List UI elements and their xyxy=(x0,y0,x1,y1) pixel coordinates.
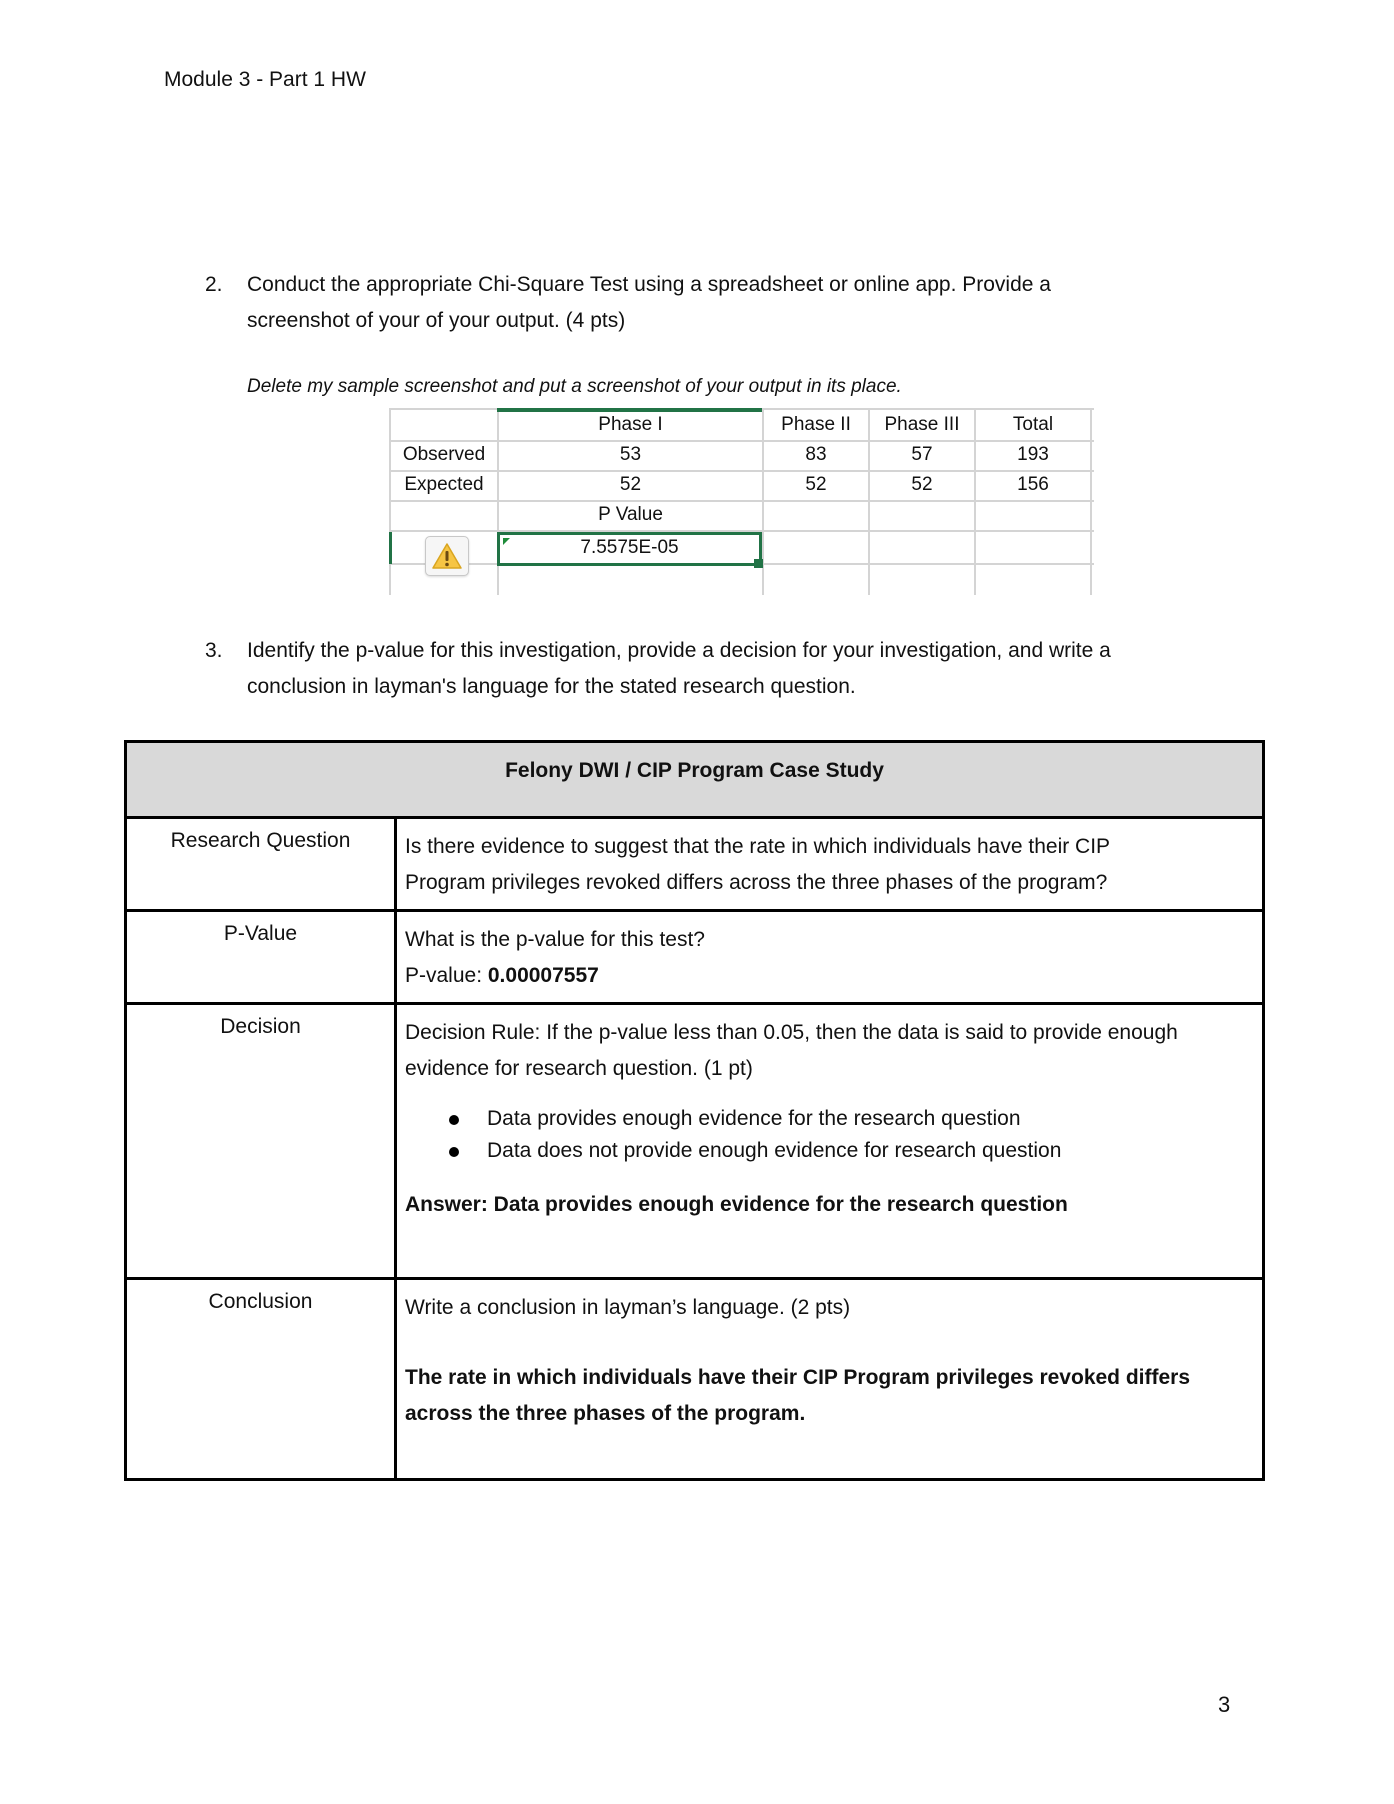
pvalue-cell: 7.5575E-05 xyxy=(580,537,679,558)
data-cell: 52 xyxy=(805,474,827,495)
column-header: Phase III xyxy=(884,414,960,435)
warning-icon xyxy=(426,537,468,575)
question-3 xyxy=(205,633,1265,705)
row-label: Expected xyxy=(404,474,484,495)
option-text: Data does not provide enough evidence for research question xyxy=(487,1139,1062,1162)
decision-content xyxy=(405,1015,1250,1223)
question-text xyxy=(247,633,1257,705)
table-title: Felony DWI / CIP Program Case Study xyxy=(505,759,884,782)
decision-option xyxy=(405,1135,1250,1167)
page-number: 3 xyxy=(1218,1692,1231,1717)
decision-answer: Answer: Data provides enough evidence for the research question xyxy=(405,1193,1068,1216)
question-number: 2. xyxy=(205,273,223,296)
text-line: Program privileges revoked differs across the three phases of the program? xyxy=(405,871,1108,894)
table-row-decision xyxy=(127,1005,1262,1280)
table-row-research-question xyxy=(127,819,1262,912)
conclusion-answer-line: The rate in which individuals have their CIP Program privileges revoked differs xyxy=(405,1366,1191,1389)
conclusion-answer-line: across the three phases of the program. xyxy=(405,1402,806,1425)
decision-option xyxy=(405,1103,1250,1135)
table-title-row xyxy=(127,743,1262,819)
pvalue-label: P Value xyxy=(598,504,663,525)
text-line: Is there evidence to suggest that the rate in which individuals have their CIP xyxy=(405,835,1111,858)
row-label: P-Value xyxy=(223,922,298,945)
table-row-pvalue xyxy=(127,912,1262,1005)
option-text: Data provides enough evidence for the research question xyxy=(487,1107,1021,1130)
conclusion-content xyxy=(405,1290,1250,1432)
data-cell: 156 xyxy=(1017,474,1049,495)
error-check-button xyxy=(425,536,469,576)
data-cell: 52 xyxy=(619,474,642,495)
pvalue-answer-value: 0.00007557 xyxy=(487,964,599,987)
question-line: Conduct the appropriate Chi-Square Test using a spreadsheet or online app. Provide a xyxy=(247,273,1051,296)
table-row-conclusion xyxy=(127,1280,1262,1478)
row-label: Decision xyxy=(220,1015,301,1038)
pvalue-answer xyxy=(405,958,1250,994)
gridline xyxy=(1090,408,1092,595)
column-header: Phase II xyxy=(781,414,851,435)
page-header: Module 3 - Part 1 HW xyxy=(164,68,366,91)
question-text xyxy=(247,267,1257,339)
bullet-icon xyxy=(449,1115,459,1125)
decision-rule-line: evidence for research question. (1 pt) xyxy=(405,1057,753,1080)
pvalue-prompt: What is the p-value for this test? xyxy=(405,928,705,951)
row-label: Observed xyxy=(402,444,486,465)
question-line: screenshot of your of your output. (4 pts) xyxy=(247,309,626,332)
row-label: Research Question xyxy=(170,829,351,852)
decision-options xyxy=(405,1103,1250,1167)
research-question-text xyxy=(405,829,1250,901)
pvalue-answer-prefix: P-value: xyxy=(405,964,488,987)
column-header: Total xyxy=(1012,414,1054,435)
data-cell: 193 xyxy=(1017,444,1049,465)
case-study-table xyxy=(124,740,1265,1481)
gridline xyxy=(389,408,391,595)
pvalue-content xyxy=(405,922,1250,994)
fill-handle xyxy=(754,559,763,568)
question-line: Identify the p-value for this investigation, provide a decision for your investigation, and write a xyxy=(247,639,1111,662)
question-line: conclusion in layman's language for the stated research question. xyxy=(247,675,856,698)
data-cell: 53 xyxy=(619,444,642,465)
question-number: 3. xyxy=(205,639,223,662)
instruction-note: Delete my sample screenshot and put a screenshot of your output in its place. xyxy=(247,376,902,397)
conclusion-prompt: Write a conclusion in layman’s language. (2 pts) xyxy=(405,1296,851,1319)
decision-rule-line: Decision Rule: If the p-value less than 0.05, then the data is said to provide enough xyxy=(405,1021,1178,1044)
data-cell: 83 xyxy=(805,444,827,465)
row-selection-indicator xyxy=(389,532,392,564)
bullet-icon xyxy=(449,1147,459,1157)
data-cell: 52 xyxy=(911,474,933,495)
spreadsheet-screenshot xyxy=(389,408,1094,595)
column-header: Phase I xyxy=(598,414,663,435)
row-label: Conclusion xyxy=(208,1290,313,1313)
data-cell: 57 xyxy=(911,444,933,465)
selected-cell xyxy=(497,532,762,566)
question-2 xyxy=(205,267,1265,339)
